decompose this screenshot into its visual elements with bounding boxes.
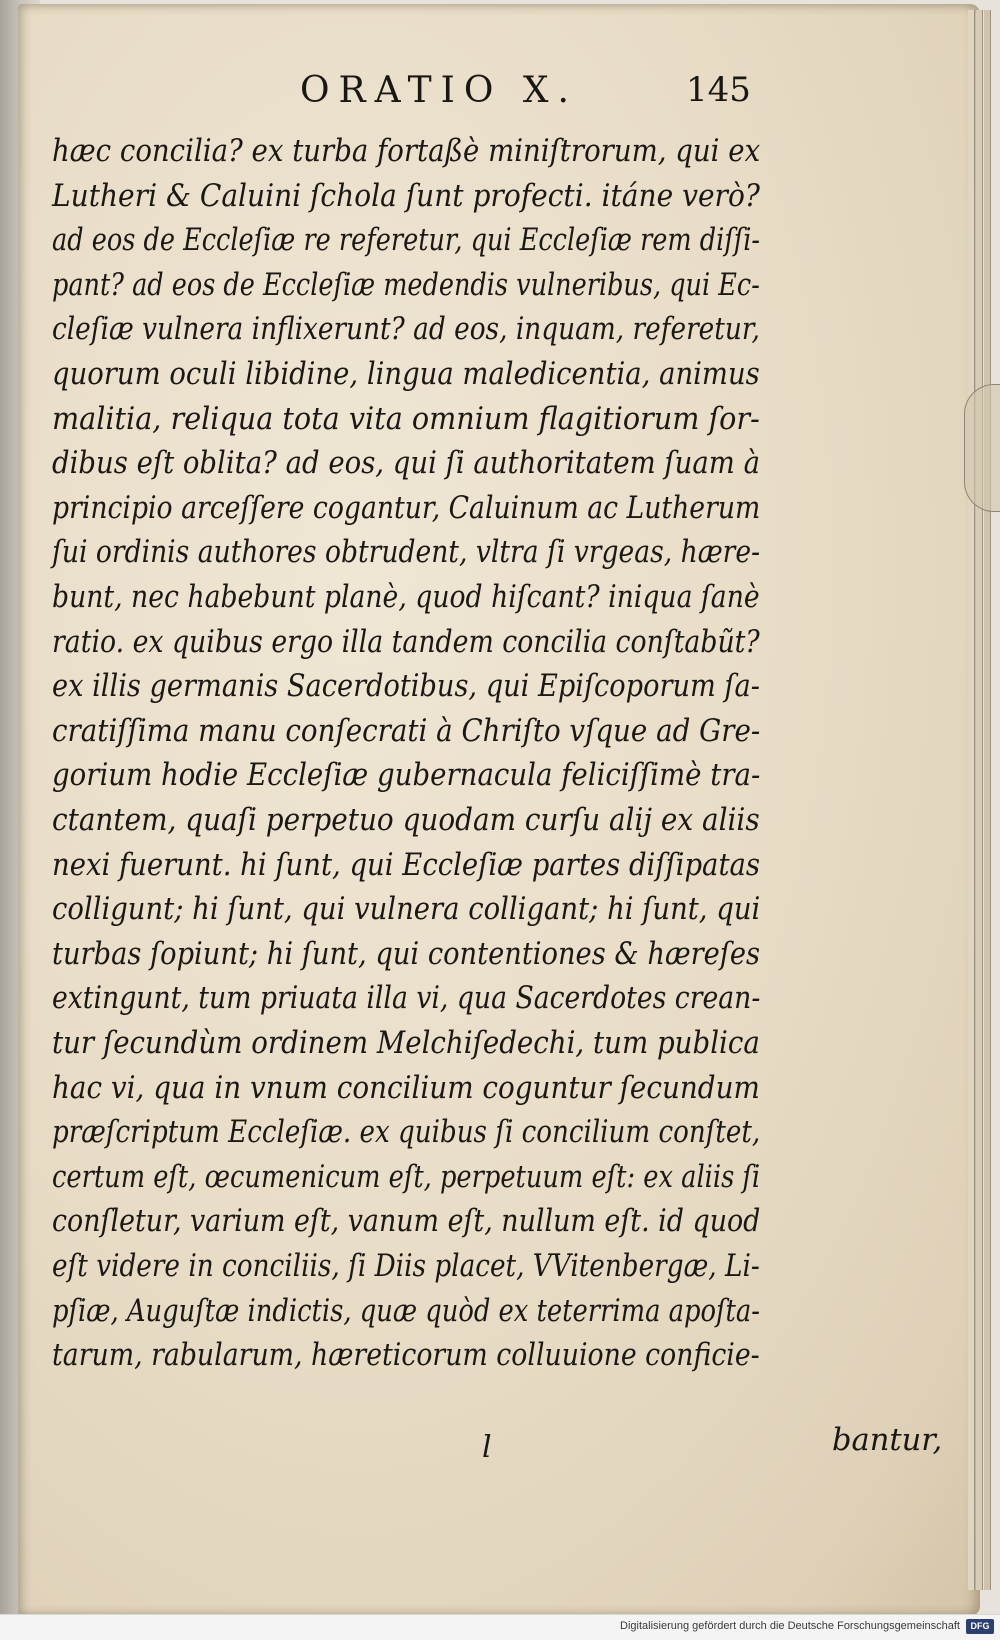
text-line: præſcriptum Eccleſiæ. ex quibus ſi concilium conſtet, (52, 1115, 761, 1151)
text-line: ctantem, quaſi perpetuo quodam curſu alij ex aliis (52, 803, 760, 838)
text-line: malitia, reliqua tota vita omnium flagitiorum ſor- (52, 401, 760, 437)
catchword: bantur, (832, 1423, 943, 1458)
footer-credit: Digitalisierung gefördert durch die Deutsche Forschungsgemeinschaft (620, 1620, 960, 1632)
signature-mark: l (482, 1430, 492, 1465)
running-head-title: ORATIO X. (300, 70, 578, 111)
text-line: ex illis germanis Sacerdotibus, qui Epiſcoporum ſa- (52, 669, 760, 705)
text-line: quorum oculi libidine, lingua maledicentia, animus (52, 357, 760, 392)
text-line: hæc concilia? ex turba fortaßè miniſtrorum, qui ex (52, 134, 761, 169)
text-line: tur ſecundùm ordinem Melchiſedechi, tum publica (52, 1026, 760, 1061)
text-line: ad eos de Eccleſiæ re referetur, qui Eccleſiæ rem diſſi- (52, 223, 761, 259)
text-line: extingunt, tum priuata illa vi, qua Sacerdotes crean- (52, 981, 761, 1017)
text-line: nexi fuerunt. hi ſunt, qui Eccleſiæ partes diſſipatas (52, 847, 760, 883)
text-line: Lutheri & Caluini ſchola ſunt profecti. itáne verò? (52, 178, 760, 214)
text-line: pſiæ, Auguſtæ indictis, quæ quòd ex teterrima apoſta- (52, 1293, 760, 1329)
text-line: conſletur, varium eſt, vanum eſt, nullum eſt. id quod (52, 1204, 761, 1240)
text-line: gorium hodie Eccleſiæ gubernacula feliciſſimè tra- (52, 758, 761, 794)
text-line: turbas ſopiunt; hi ſunt, qui contentiones & hæreſes (52, 936, 761, 972)
text-line: eſt videre in conciliis, ſi Diis placet, VVitenbergæ, Li- (52, 1249, 760, 1284)
text-line: pant? ad eos de Eccleſiæ medendis vulneribus, qui Ec- (52, 267, 760, 303)
dfg-logo-icon: DFG (966, 1619, 994, 1634)
text-line: tarum, rabularum, hæreticorum colluuione conficie- (52, 1338, 760, 1374)
text-line: colligunt; hi ſunt, qui vulnera colligant; hi ſunt, qui (52, 892, 761, 928)
text-line: cratiſſima manu conſecrati à Chriſto vſque ad Gre- (52, 713, 761, 749)
text-line: cleſiæ vulnera inflixerunt? ad eos, inquam, referetur, (52, 312, 760, 348)
text-line: hac vi, qua in vnum concilium coguntur ſecundum (52, 1070, 760, 1106)
text-line: dibus eſt oblita? ad eos, qui ſi authoritatem ſuam à (52, 446, 760, 482)
page-number: 145 (686, 70, 751, 110)
text-line: ſui ordinis authores obtrudent, vltra ſi vrgeas, hære- (52, 535, 761, 571)
text-line: ratio. ex quibus ergo illa tandem concilia conſtabũt? (52, 624, 760, 660)
text-line: bunt, nec habebunt planè, quod hiſcant? iniqua ſanè (52, 580, 760, 615)
footer-bar (0, 1614, 1000, 1640)
text-line: principio arceſſere cogantur, Caluinum ac Lutherum (52, 490, 761, 526)
text-line: certum eſt, œcumenicum eſt, perpetuum eſt: ex aliis ſi (52, 1159, 761, 1195)
